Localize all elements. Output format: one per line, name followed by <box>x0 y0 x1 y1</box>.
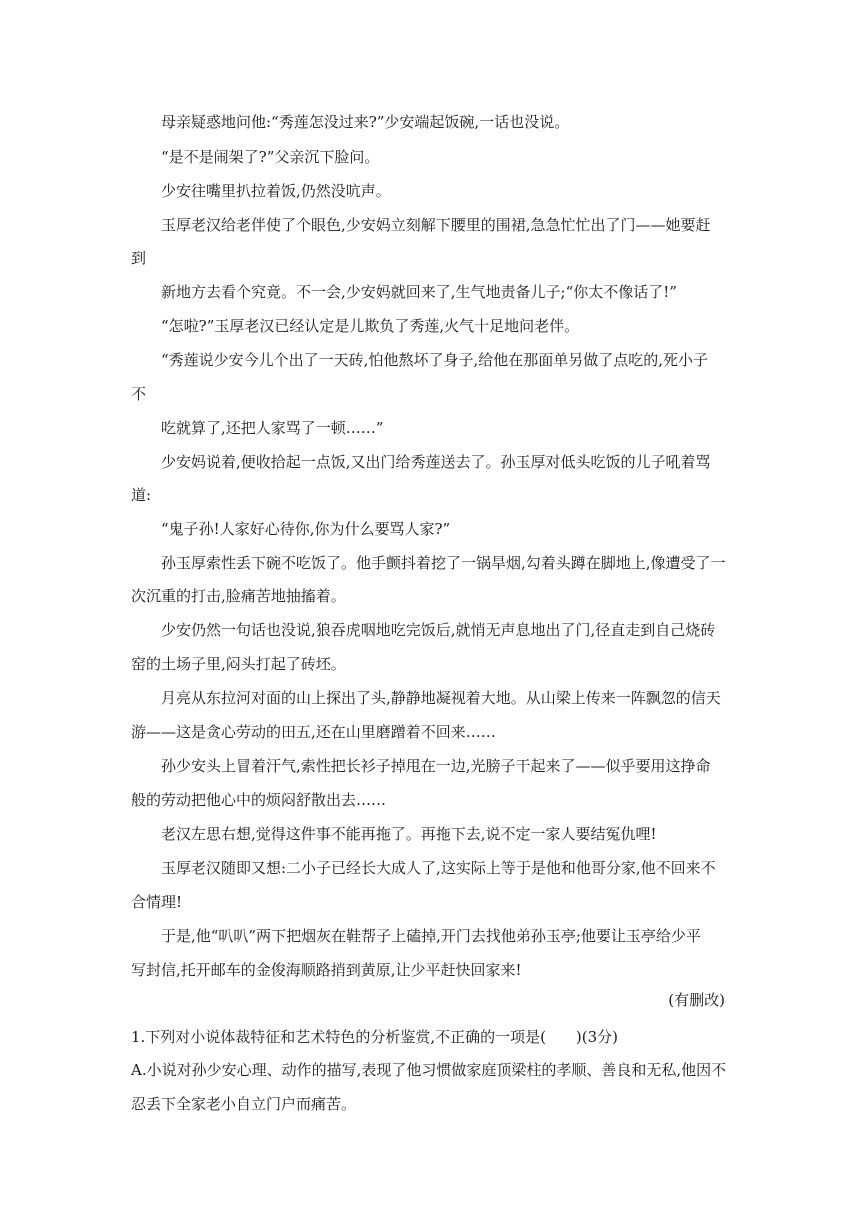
paragraph-line: 少安往嘴里扒拉着饭,仍然没吭声。 <box>161 182 391 200</box>
option-a-continued: 忍丢下全家老小自立门户而痛苦。 <box>131 1095 357 1113</box>
paragraph-line: “怎啦?”玉厚老汉已经认定是儿欺负了秀莲,火气十足地问老伴。 <box>161 317 580 335</box>
paragraph-line: 游——这是贪心劳动的田五,还在山里磨蹭着不回来…… <box>131 723 496 741</box>
paragraph-line: 次沉重的打击,脸痛苦地抽搐着。 <box>131 587 346 605</box>
option-a: A.小说对孙少安心理、动作的描写,表现了他习惯做家庭顶梁柱的孝顺、善良和无私,他因不 <box>131 1061 727 1079</box>
paragraph-line: 于是,他“叭叭”两下把烟灰在鞋帮子上磕掉,开门去找他弟孙玉亭;他要让玉亭给少平 <box>161 927 701 945</box>
paragraph-line: 到 <box>131 249 147 267</box>
paragraph-line: 道: <box>131 486 152 504</box>
paragraph-line: 玉厚老汉随即又想:二小子已经长大成人了,这实际上等于是他和他哥分家,他不回来不 <box>161 859 716 877</box>
paragraph-line: 不 <box>131 385 147 403</box>
paragraph-line: “鬼子孙!人家好心待你,你为什么要骂人家?” <box>161 520 451 538</box>
paragraph-line: 窑的土场子里,闷头打起了砖坯。 <box>131 655 346 673</box>
paragraph-line: 少安仍然一句话也没说,狼吞虎咽地吃完饭后,就悄无声息地出了门,径直走到自己烧砖 <box>161 621 716 639</box>
paragraph-line: 新地方去看个究竟。不一会,少安妈就回来了,生气地责备儿子;“你太不像话了!” <box>161 283 677 301</box>
paragraph-line: 月亮从东拉河对面的山上探出了头,静静地凝视着大地。从山梁上传来一阵飘忽的信天 <box>161 689 721 707</box>
question-stem: 1.下列对小说体裁特征和艺术特色的分析鉴赏,不正确的一项是( )(3分) <box>131 1028 619 1046</box>
paragraph-line: 吃就算了,还把人家骂了一顿……” <box>161 419 384 437</box>
paragraph-line: 老汉左思右想,觉得这件事不能再拖了。再拖下去,说不定一家人要结冤仇哩! <box>161 825 657 843</box>
paragraph-line: 般的劳动把他心中的烦闷舒散出去…… <box>131 791 387 809</box>
paragraph-line: “秀莲说少安今儿个出了一天砖,怕他熬坏了身子,给他在那面单另做了点吃的,死小子 <box>161 351 708 369</box>
paragraph-line: 少安妈说着,便收拾起一点饭,又出门给秀莲送去了。孙玉厚对低头吃饭的儿子吼着骂 <box>161 453 711 471</box>
paragraph-line: “是不是闹架了?”父亲沉下脸问。 <box>161 148 380 166</box>
paragraph-line: 孙少安头上冒着汗气,索性把长衫子掉甩在一边,光膀子干起来了——似乎要用这挣命 <box>161 757 711 775</box>
paragraph-line: 写封信,托开邮车的金俊海顺路捎到黄原,让少平赶快回家来! <box>131 961 522 979</box>
paragraph-line: 玉厚老汉给老伴使了个眼色,少安妈立刻解下腰里的围裙,急急忙忙出了门——她要赶 <box>161 216 711 234</box>
paragraph-line: 孙玉厚索性丢下碗不吃饭了。他手颤抖着挖了一锅旱烟,勾着头蹲在脚地上,像遭受了一 <box>161 554 726 572</box>
paragraph-line: 母亲疑惑地问他:“秀莲怎没过来?”少安端起饭碗,一话也没说。 <box>161 113 570 131</box>
paragraph-line: 合情理! <box>131 893 183 911</box>
source-note: (有删改) <box>668 991 725 1009</box>
